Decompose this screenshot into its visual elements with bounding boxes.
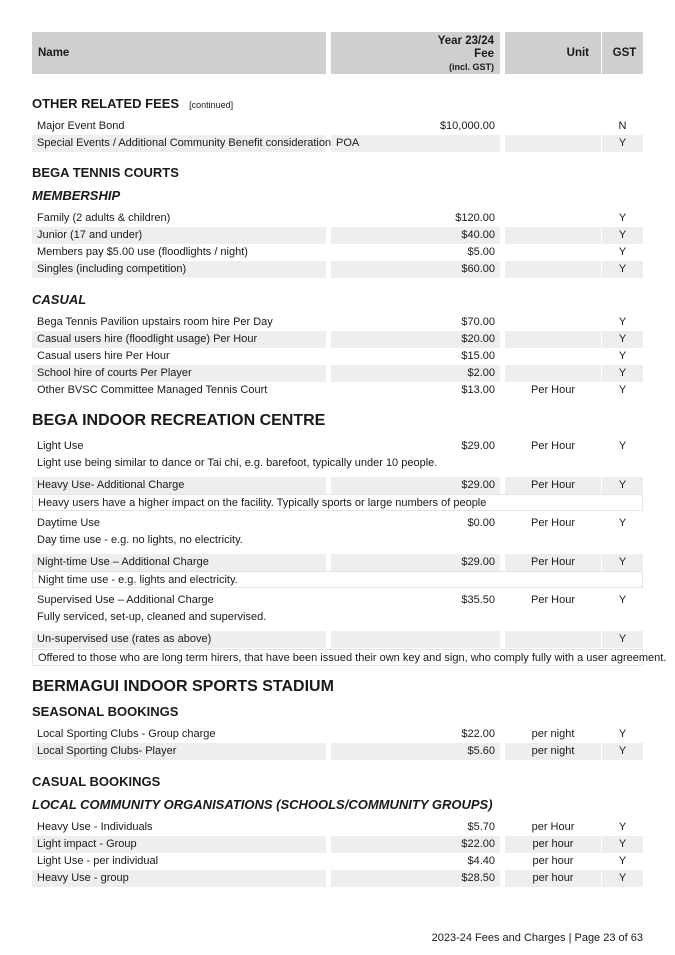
row-name: Casual users hire (floodlight usage) Per Hour <box>32 331 326 348</box>
row-unit: Per Hour <box>505 554 601 571</box>
section-heading-other-fees <box>32 96 233 111</box>
row-fee: POA <box>331 135 500 152</box>
row-unit: per night <box>505 743 601 760</box>
row-unit <box>505 244 601 261</box>
row-name: Singles (including competition) <box>32 261 326 278</box>
row-name: Bega Tennis Pavilion upstairs room hire Per Day <box>37 316 273 328</box>
subheading-casual: CASUAL <box>32 292 87 307</box>
row-gst: Y <box>618 246 627 258</box>
table-row <box>32 135 643 152</box>
table-row <box>32 382 643 399</box>
header-fee <box>331 32 500 74</box>
row-fee: $15.00 <box>461 350 495 362</box>
row-name: Heavy Use - group <box>32 870 326 887</box>
row-fee: $13.00 <box>461 384 495 396</box>
row-gst: Y <box>618 212 627 224</box>
row-unit: per hour <box>505 836 601 853</box>
subheading-seasonal: SEASONAL BOOKINGS <box>32 704 179 719</box>
table-row <box>32 853 643 870</box>
row-name: Supervised Use – Additional Charge <box>37 594 214 606</box>
table-row <box>32 743 643 760</box>
row-gst: Y <box>602 227 643 244</box>
row-gst: Y <box>602 365 643 382</box>
row-unit <box>505 631 601 648</box>
row-name: Members pay $5.00 use (floodlights / night) <box>37 246 248 258</box>
row-name: Local Sporting Clubs - Group charge <box>37 728 216 740</box>
row-name: Heavy Use- Additional Charge <box>32 477 326 494</box>
section-heading-bermagui: BERMAGUI INDOOR SPORTS STADIUM <box>32 678 334 695</box>
row-gst: Y <box>602 631 643 648</box>
row-fee: $29.00 <box>331 554 500 571</box>
row-gst: Y <box>602 836 643 853</box>
header-unit: Unit <box>505 32 601 74</box>
section-heading-tennis: BEGA TENNIS COURTS <box>32 165 179 180</box>
row-gst: Y <box>602 870 643 887</box>
row-fee: $5.60 <box>331 743 500 760</box>
row-unit <box>505 314 601 331</box>
row-unit <box>505 227 601 244</box>
row-name: School hire of courts Per Player <box>32 365 326 382</box>
row-gst: Y <box>618 350 627 362</box>
header-fee-year: Year 23/24 <box>437 35 494 47</box>
table-row <box>32 819 643 836</box>
row-fee: $40.00 <box>331 227 500 244</box>
row-fee: $60.00 <box>331 261 500 278</box>
subheading-membership: MEMBERSHIP <box>32 188 121 203</box>
row-name: Light Use <box>37 440 84 452</box>
row-gst: Y <box>602 743 643 760</box>
table-row <box>32 836 643 853</box>
row-note: Heavy users have a higher impact on the facility. Typically sports or large numbers of people <box>32 494 643 511</box>
header-gst: GST <box>602 32 643 74</box>
row-unit <box>505 135 601 152</box>
header-name: Name <box>32 32 326 74</box>
table-header <box>32 32 643 74</box>
row-unit: per Hour <box>531 821 575 833</box>
row-name: Un-supervised use (rates as above) <box>32 631 326 648</box>
table-row <box>32 365 643 382</box>
row-name: Junior (17 and under) <box>32 227 326 244</box>
row-fee: $0.00 <box>467 517 495 529</box>
row-fee: $22.00 <box>461 728 495 740</box>
table-row <box>32 631 643 648</box>
row-fee <box>331 631 500 648</box>
continued-label: [continued] <box>189 100 234 110</box>
row-name: Local Sporting Clubs- Player <box>32 743 326 760</box>
row-fee: $70.00 <box>461 316 495 328</box>
row-name: Night-time Use – Additional Charge <box>32 554 326 571</box>
row-gst: Y <box>618 384 627 396</box>
row-name: Special Events / Additional Community Benefit consideration <box>32 135 326 152</box>
row-gst: N <box>618 120 627 132</box>
row-name: Casual users hire Per Hour <box>37 350 170 362</box>
other-fees-title: OTHER RELATED FEES <box>32 96 180 111</box>
table-row <box>32 477 643 494</box>
table-row <box>32 515 643 532</box>
row-fee: $120.00 <box>455 212 495 224</box>
row-name: Light impact - Group <box>32 836 326 853</box>
header-fee-label: Fee <box>474 48 494 60</box>
row-unit: per hour <box>532 855 574 867</box>
row-note: Day time use - e.g. no lights, no electricity. <box>37 534 243 546</box>
row-note: Fully serviced, set-up, cleaned and supervised. <box>37 611 267 623</box>
row-unit <box>505 118 601 135</box>
row-gst: Y <box>602 135 643 152</box>
row-unit: Per Hour <box>505 477 601 494</box>
row-gst: Y <box>618 440 627 452</box>
header-fee-sub: (incl. GST) <box>449 62 494 72</box>
table-row <box>32 438 643 455</box>
table-row <box>32 261 643 278</box>
row-note: Offered to those who are long term hirers, that have been issued their own key and sign, who comply fully with a user agreement. <box>32 649 643 666</box>
row-gst: Y <box>618 594 627 606</box>
row-name: Family (2 adults & children) <box>37 212 171 224</box>
row-gst: Y <box>602 554 643 571</box>
row-fee: $35.50 <box>461 594 495 606</box>
section-heading-indoor: BEGA INDOOR RECREATION CENTRE <box>32 412 326 429</box>
table-row <box>32 227 643 244</box>
row-unit: Per Hour <box>530 594 576 606</box>
table-row <box>32 726 643 743</box>
row-fee: $10,000.00 <box>439 120 495 132</box>
row-name: Heavy Use - Individuals <box>37 821 153 833</box>
row-unit: Per Hour <box>530 517 576 529</box>
row-gst: Y <box>618 821 627 833</box>
row-unit <box>505 331 601 348</box>
table-row <box>32 118 643 135</box>
row-fee: $29.00 <box>461 440 495 452</box>
row-unit: per night <box>531 728 575 740</box>
row-gst: Y <box>602 477 643 494</box>
row-name: Daytime Use <box>37 517 100 529</box>
row-note: Night time use - e.g. lights and electricity. <box>32 571 643 588</box>
row-name: Major Event Bond <box>37 120 125 132</box>
row-fee: $4.40 <box>467 855 495 867</box>
row-name: Light Use - per individual <box>37 855 159 867</box>
row-unit <box>505 365 601 382</box>
row-fee: $5.70 <box>467 821 495 833</box>
table-row <box>32 554 643 571</box>
row-unit: per hour <box>505 870 601 887</box>
row-fee: $5.00 <box>467 246 495 258</box>
row-gst: Y <box>618 517 627 529</box>
row-unit: Per Hour <box>530 384 576 396</box>
row-unit <box>505 348 601 365</box>
subheading-casual-bookings: CASUAL BOOKINGS <box>32 774 161 789</box>
row-name: Other BVSC Committee Managed Tennis Court <box>37 384 268 396</box>
row-gst: Y <box>602 261 643 278</box>
row-gst: Y <box>618 316 627 328</box>
row-unit: Per Hour <box>530 440 576 452</box>
row-note: Light use being similar to dance or Tai chi, e.g. barefoot, typically under 10 people. <box>37 457 438 469</box>
row-unit <box>505 261 601 278</box>
row-fee: $28.50 <box>331 870 500 887</box>
table-row <box>32 348 643 365</box>
table-row <box>32 244 643 261</box>
row-unit <box>505 210 601 227</box>
row-gst: Y <box>618 728 627 740</box>
row-fee: $20.00 <box>331 331 500 348</box>
page-footer: 2023-24 Fees and Charges | Page 23 of 63 <box>431 932 643 944</box>
row-fee: $22.00 <box>331 836 500 853</box>
table-row <box>32 314 643 331</box>
table-row <box>32 870 643 887</box>
row-gst: Y <box>602 331 643 348</box>
table-row <box>32 331 643 348</box>
row-gst: Y <box>618 855 627 867</box>
row-fee: $2.00 <box>331 365 500 382</box>
table-row <box>32 210 643 227</box>
row-fee: $29.00 <box>331 477 500 494</box>
table-row <box>32 592 643 609</box>
subheading-local-community: LOCAL COMMUNITY ORGANISATIONS (SCHOOLS/COMMUNITY GROUPS) <box>32 797 493 812</box>
